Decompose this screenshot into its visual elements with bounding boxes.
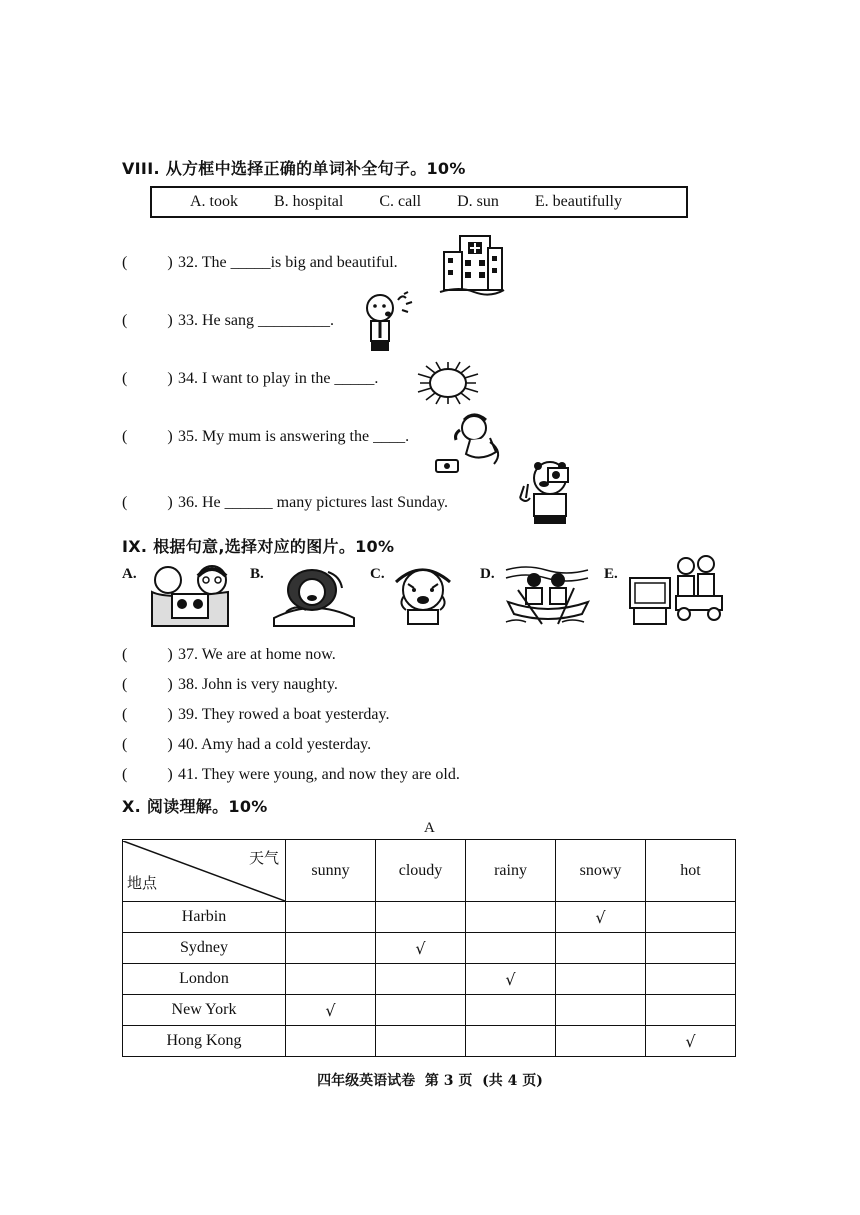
hospital-icon (438, 228, 506, 296)
answer-blank[interactable]: ( ) (122, 646, 173, 663)
naughty-boy-icon (388, 562, 458, 628)
sun-icon (414, 360, 482, 406)
section-9-title: IX. 根据句意,选择对应的图片。10% (122, 537, 395, 556)
rowing-boat-icon (502, 562, 592, 628)
question-38 (122, 676, 338, 694)
question-32 (122, 254, 398, 272)
table-title: A (424, 820, 435, 836)
option-b: B. hospital (274, 193, 344, 210)
question-36 (122, 494, 448, 512)
mark-cell (286, 1026, 376, 1057)
mark-cell (466, 1026, 556, 1057)
mark-cell (376, 1026, 466, 1057)
singing-boy-icon (360, 290, 418, 356)
option-d: D. sun (457, 193, 499, 210)
corner-cell (123, 840, 286, 902)
corner-place-label: 地点 (127, 873, 158, 892)
answer-blank[interactable]: ( ) (122, 312, 173, 329)
column-header: hot (646, 840, 736, 902)
table-row (123, 902, 736, 933)
section-8-title: VIII. 从方框中选择正确的单词补全句子。10% (122, 159, 466, 178)
mark-cell (466, 902, 556, 933)
question-39 (122, 706, 389, 724)
question-text: 38. John is very naughty. (178, 676, 338, 693)
question-text: 33. He sang _________. (178, 312, 334, 329)
column-header: snowy (556, 840, 646, 902)
question-text: 39. They rowed a boat yesterday. (178, 706, 390, 723)
question-text: 40. Amy had a cold yesterday. (178, 736, 372, 753)
question-text: 36. He ______ many pictures last Sunday. (178, 494, 449, 511)
question-text: 37. We are at home now. (178, 646, 336, 663)
mark-cell (286, 964, 376, 995)
mark-cell: √ (376, 933, 466, 964)
column-header: cloudy (376, 840, 466, 902)
picture-label-a: A. (122, 566, 137, 582)
mark-cell (646, 933, 736, 964)
place-cell: London (123, 964, 286, 995)
answer-blank[interactable]: ( ) (122, 428, 173, 445)
picture-label-e: E. (604, 566, 618, 582)
question-35 (122, 428, 409, 446)
picture-label-d: D. (480, 566, 495, 582)
answer-blank[interactable]: ( ) (122, 676, 173, 693)
mark-cell: √ (286, 995, 376, 1026)
answer-blank[interactable]: ( ) (122, 370, 173, 387)
mark-cell: √ (646, 1026, 736, 1057)
mark-cell (466, 933, 556, 964)
mark-cell (376, 902, 466, 933)
picture-label-b: B. (250, 566, 264, 582)
column-header: sunny (286, 840, 376, 902)
camera-icon (514, 454, 580, 526)
mark-cell: √ (556, 902, 646, 933)
weather-table (122, 839, 736, 1057)
question-33 (122, 312, 334, 330)
answer-blank[interactable]: ( ) (122, 494, 173, 511)
table-row (123, 964, 736, 995)
column-header: rainy (466, 840, 556, 902)
question-text: 35. My mum is answering the ____. (178, 428, 410, 445)
mark-cell (466, 995, 556, 1026)
table-row (123, 1026, 736, 1057)
mark-cell (556, 964, 646, 995)
question-37 (122, 646, 336, 664)
question-text: 32. The _____is big and beautiful. (178, 254, 398, 271)
mark-cell (376, 964, 466, 995)
place-cell: Sydney (123, 933, 286, 964)
question-text: 41. They were young, and now they are old. (178, 766, 460, 783)
sick-girl-icon (266, 562, 356, 628)
table-row (123, 933, 736, 964)
old-couple-photo-icon (142, 562, 238, 628)
place-cell: New York (123, 995, 286, 1026)
corner-weather-label: 天气 (248, 848, 279, 867)
mark-cell (376, 995, 466, 1026)
question-34 (122, 370, 378, 388)
mark-cell (556, 933, 646, 964)
answer-blank[interactable]: ( ) (122, 736, 173, 753)
mark-cell (556, 995, 646, 1026)
question-text: 34. I want to play in the _____. (178, 370, 379, 387)
mark-cell (556, 1026, 646, 1057)
table-header-row (123, 840, 736, 902)
option-a: A. took (190, 193, 238, 210)
answer-blank[interactable]: ( ) (122, 706, 173, 723)
picture-label-c: C. (370, 566, 385, 582)
mark-cell (646, 995, 736, 1026)
section-10-title: X. 阅读理解。10% (122, 797, 268, 816)
table-row (123, 995, 736, 1026)
family-watching-tv-icon (626, 552, 726, 628)
option-e: E. beautifully (534, 193, 622, 210)
telephone-icon (430, 412, 510, 478)
place-cell: Hong Kong (123, 1026, 286, 1057)
answer-blank[interactable]: ( ) (122, 254, 173, 271)
place-cell: Harbin (123, 902, 286, 933)
mark-cell: √ (466, 964, 556, 995)
option-c: C. call (379, 193, 422, 210)
mark-cell (286, 933, 376, 964)
answer-blank[interactable]: ( ) (122, 766, 173, 783)
word-options-box (150, 186, 688, 218)
question-41 (122, 766, 460, 784)
question-40 (122, 736, 371, 754)
mark-cell (286, 902, 376, 933)
mark-cell (646, 964, 736, 995)
mark-cell (646, 902, 736, 933)
page-footer: 四年级英语试卷 第 3 页 (共 4 页) (317, 1073, 543, 1089)
